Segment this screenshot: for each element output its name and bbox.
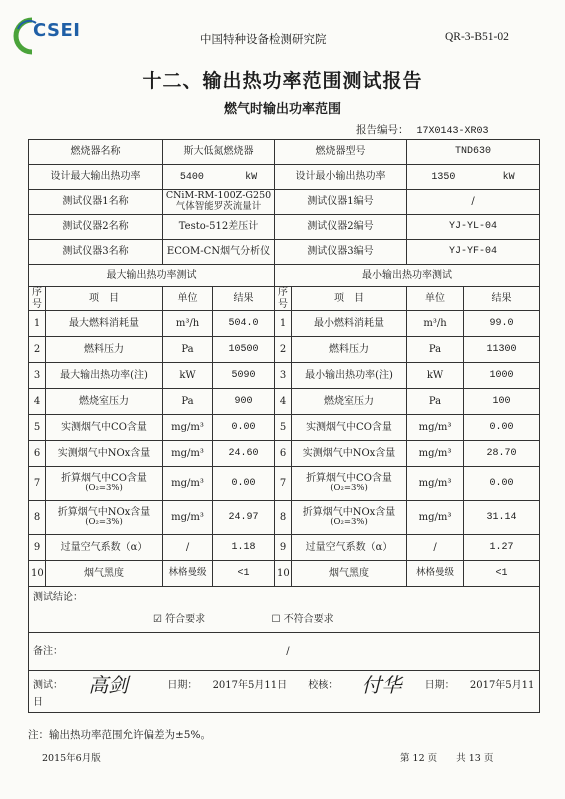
table-row bbox=[29, 501, 540, 535]
pager-suffix: 页 bbox=[483, 753, 494, 764]
row-item-cell bbox=[46, 501, 163, 535]
row-item: 燃烧室压力 bbox=[46, 389, 163, 415]
page-total: 13 bbox=[468, 753, 481, 764]
row-no: 6 bbox=[29, 441, 46, 467]
date-label-2: 日期： bbox=[424, 680, 455, 692]
row-result: 1.18 bbox=[213, 535, 275, 561]
pass-label: 符合要求 bbox=[165, 613, 206, 625]
row-no: 9 bbox=[29, 535, 46, 561]
inst1-name: CNiM-RM-100Z-G250气体智能罗茨流量计 bbox=[163, 190, 275, 215]
row-result: 0.00 bbox=[213, 467, 275, 501]
inst3-no: YJ-YF-04 bbox=[407, 240, 540, 265]
row-item: 实测烟气中CO含量 bbox=[292, 415, 407, 441]
row-unit: m³/h bbox=[407, 311, 464, 337]
row-no: 5 bbox=[275, 415, 292, 441]
row-unit: / bbox=[163, 535, 213, 561]
row-no: 2 bbox=[275, 337, 292, 363]
test-date: 2017年5月11日 bbox=[212, 680, 288, 692]
doc-code: QR-3-B51-02 bbox=[445, 31, 509, 43]
row-unit: kW bbox=[407, 363, 464, 389]
inst1-label: 测试仪器1名称 bbox=[29, 190, 163, 215]
row-result: 1.27 bbox=[464, 535, 540, 561]
row-unit: m³/h bbox=[163, 311, 213, 337]
row-no: 8 bbox=[29, 501, 46, 535]
row-no: 3 bbox=[29, 363, 46, 389]
inst2-label: 测试仪器2名称 bbox=[29, 215, 163, 240]
min-power-value: 1350 bbox=[431, 171, 456, 183]
row-unit: mg/m³ bbox=[163, 415, 213, 441]
signature-row bbox=[29, 671, 540, 713]
row-no: 4 bbox=[29, 389, 46, 415]
row-result: 900 bbox=[213, 389, 275, 415]
row-item-cell bbox=[292, 501, 407, 535]
row-item: 最小输出热功率(注) bbox=[292, 363, 407, 389]
table-row bbox=[29, 337, 540, 363]
section-header-row bbox=[29, 265, 540, 287]
min-power-label: 设计最小输出热功率 bbox=[275, 165, 407, 190]
row-result: 24.97 bbox=[213, 501, 275, 535]
row-item: 过量空气系数（α） bbox=[46, 535, 163, 561]
tester-label: 测试： bbox=[33, 680, 63, 692]
row-item-sub: (O₂=3%) bbox=[330, 483, 368, 494]
page-subtitle: 燃气时输出功率范围 bbox=[223, 102, 341, 117]
table-row bbox=[29, 415, 540, 441]
row-result: 100 bbox=[464, 389, 540, 415]
row-no: 6 bbox=[275, 441, 292, 467]
min-power-unit: kW bbox=[502, 171, 515, 183]
row-item: 实测烟气中NOx含量 bbox=[292, 441, 407, 467]
row-result: 10500 bbox=[213, 337, 275, 363]
page-title: 十二、输出热功率范围测试报告 bbox=[142, 70, 423, 92]
report-number bbox=[356, 122, 489, 137]
checker-signature: 付华 bbox=[361, 673, 402, 698]
table-row bbox=[29, 467, 540, 501]
min-power-cell bbox=[407, 165, 540, 190]
inst1-no-label: 测试仪器1编号 bbox=[275, 190, 407, 215]
row-unit: mg/m³ bbox=[407, 467, 464, 501]
row-item: 燃料压力 bbox=[46, 337, 163, 363]
row-result: 0.00 bbox=[464, 467, 540, 501]
fail-label: 不符合要求 bbox=[283, 613, 334, 625]
pager-prefix: 第 bbox=[400, 753, 410, 764]
row-no: 8 bbox=[275, 501, 292, 535]
max-power-value: 5400 bbox=[179, 171, 204, 183]
burner-model: TND630 bbox=[407, 140, 540, 165]
row-result: 28.70 bbox=[464, 441, 540, 467]
info-row bbox=[29, 240, 540, 265]
info-row bbox=[29, 215, 540, 240]
inst3-name: ECOM-CN烟气分析仪 bbox=[163, 240, 275, 265]
report-number-label: 报告编号： bbox=[356, 124, 409, 136]
inst2-name: Testo-512差压计 bbox=[163, 215, 275, 240]
row-no: 3 bbox=[275, 363, 292, 389]
row-unit: 林格曼级 bbox=[407, 561, 464, 587]
col-no: 序号 bbox=[275, 287, 292, 311]
col-unit: 单位 bbox=[163, 287, 213, 311]
remark-label: 备注： bbox=[33, 645, 63, 657]
row-item-cell bbox=[46, 467, 163, 501]
col-item: 项 目 bbox=[292, 287, 407, 311]
row-no: 4 bbox=[275, 389, 292, 415]
row-no: 1 bbox=[275, 311, 292, 337]
row-no: 2 bbox=[29, 337, 46, 363]
row-item: 烟气黑度 bbox=[46, 561, 163, 587]
row-result: 0.00 bbox=[213, 415, 275, 441]
row-unit: mg/m³ bbox=[407, 415, 464, 441]
row-item: 最小燃料消耗量 bbox=[292, 311, 407, 337]
burner-model-label: 燃烧器型号 bbox=[275, 140, 407, 165]
row-no: 10 bbox=[29, 561, 46, 587]
inst3-label: 测试仪器3名称 bbox=[29, 240, 163, 265]
footnote: 注：输出热功率范围允许偏差为±5%。 bbox=[28, 729, 211, 741]
row-item: 最大输出热功率(注) bbox=[46, 363, 163, 389]
date-label-1: 日期： bbox=[167, 680, 198, 692]
row-no: 10 bbox=[275, 561, 292, 587]
row-unit: mg/m³ bbox=[407, 441, 464, 467]
row-item: 实测烟气中CO含量 bbox=[46, 415, 163, 441]
inst2-no-label: 测试仪器2编号 bbox=[275, 215, 407, 240]
table-row bbox=[29, 311, 540, 337]
tester-signature: 高剑 bbox=[88, 673, 129, 698]
row-item-sub: (O₂=3%) bbox=[85, 517, 123, 528]
table-row bbox=[29, 561, 540, 587]
page-number: 12 bbox=[412, 753, 425, 764]
row-result: 1000 bbox=[464, 363, 540, 389]
row-no: 1 bbox=[29, 311, 46, 337]
row-item-cell bbox=[292, 467, 407, 501]
row-result: <1 bbox=[464, 561, 540, 587]
row-item-sub: (O₂=3%) bbox=[330, 517, 368, 528]
column-header-row bbox=[29, 287, 540, 311]
row-result: 24.60 bbox=[213, 441, 275, 467]
col-result: 结果 bbox=[213, 287, 275, 311]
min-section-title: 最小输出热功率测试 bbox=[275, 265, 540, 287]
row-result: 0.00 bbox=[464, 415, 540, 441]
pager bbox=[400, 750, 493, 764]
col-no: 序号 bbox=[29, 287, 46, 311]
institute-name: 中国特种设备检测研究院 bbox=[200, 32, 327, 46]
row-unit: Pa bbox=[163, 389, 213, 415]
row-no: 7 bbox=[275, 467, 292, 501]
remark-row bbox=[29, 633, 540, 671]
row-result: <1 bbox=[213, 561, 275, 587]
table-row bbox=[29, 389, 540, 415]
row-result: 504.0 bbox=[213, 311, 275, 337]
col-item: 项 目 bbox=[46, 287, 163, 311]
inst1-no: / bbox=[407, 190, 540, 215]
col-unit: 单位 bbox=[407, 287, 464, 311]
row-no: 5 bbox=[29, 415, 46, 441]
row-item: 折算烟气中CO含量 bbox=[61, 472, 147, 484]
row-unit: mg/m³ bbox=[407, 501, 464, 535]
row-result: 31.14 bbox=[464, 501, 540, 535]
info-row bbox=[29, 190, 540, 215]
max-power-label: 设计最大输出热功率 bbox=[29, 165, 163, 190]
row-item: 烟气黑度 bbox=[292, 561, 407, 587]
row-item: 折算烟气中CO含量 bbox=[306, 472, 392, 484]
info-row bbox=[29, 140, 540, 165]
row-unit: Pa bbox=[407, 337, 464, 363]
row-item-sub: (O₂=3%) bbox=[85, 483, 123, 494]
report-number-value: 17X0143-XR03 bbox=[416, 126, 489, 137]
row-item: 燃烧室压力 bbox=[292, 389, 407, 415]
pass-checkbox[interactable]: ☑ bbox=[153, 613, 162, 625]
burner-name: 斯大低氮燃烧器 bbox=[163, 140, 275, 165]
row-item: 折算烟气中NOx含量 bbox=[302, 506, 396, 518]
conclusion-label: 测试结论： bbox=[33, 592, 83, 603]
inst3-no-label: 测试仪器3编号 bbox=[275, 240, 407, 265]
info-row bbox=[29, 165, 540, 190]
row-result: 5090 bbox=[213, 363, 275, 389]
max-section-title: 最大输出热功率测试 bbox=[29, 265, 275, 287]
logo-text: CSEI bbox=[33, 20, 81, 41]
row-item: 最大燃料消耗量 bbox=[46, 311, 163, 337]
row-item: 折算烟气中NOx含量 bbox=[57, 506, 151, 518]
remark-cell bbox=[29, 633, 540, 671]
row-unit: Pa bbox=[163, 337, 213, 363]
row-unit: mg/m³ bbox=[163, 467, 213, 501]
pager-mid: 页 共 bbox=[427, 753, 466, 764]
row-result: 99.0 bbox=[464, 311, 540, 337]
row-item: 燃料压力 bbox=[292, 337, 407, 363]
check-date: 2017年5月11日 bbox=[33, 680, 535, 709]
col-result: 结果 bbox=[464, 287, 540, 311]
row-unit: mg/m³ bbox=[163, 501, 213, 535]
edition: 2015年6月版 bbox=[42, 753, 101, 764]
max-power-unit: kW bbox=[245, 171, 258, 183]
row-no: 9 bbox=[275, 535, 292, 561]
row-unit: Pa bbox=[407, 389, 464, 415]
row-item: 实测烟气中NOx含量 bbox=[46, 441, 163, 467]
table-row bbox=[29, 363, 540, 389]
conclusion-row bbox=[29, 587, 540, 633]
row-result: 11300 bbox=[464, 337, 540, 363]
signature-cell bbox=[29, 671, 540, 713]
conclusion-cell bbox=[29, 587, 540, 633]
row-unit: 林格曼级 bbox=[163, 561, 213, 587]
fail-checkbox[interactable]: ☐ bbox=[271, 613, 281, 625]
checker-label: 校核： bbox=[308, 680, 339, 692]
table-row bbox=[29, 535, 540, 561]
inst2-no: YJ-YL-04 bbox=[407, 215, 540, 240]
table-row bbox=[29, 441, 540, 467]
burner-name-label: 燃烧器名称 bbox=[29, 140, 163, 165]
row-unit: / bbox=[407, 535, 464, 561]
row-item: 过量空气系数（α） bbox=[292, 535, 407, 561]
row-unit: kW bbox=[163, 363, 213, 389]
row-no: 7 bbox=[29, 467, 46, 501]
row-unit: mg/m³ bbox=[163, 441, 213, 467]
remark-value: / bbox=[286, 645, 290, 657]
report-table bbox=[28, 139, 540, 713]
max-power-cell bbox=[163, 165, 275, 190]
